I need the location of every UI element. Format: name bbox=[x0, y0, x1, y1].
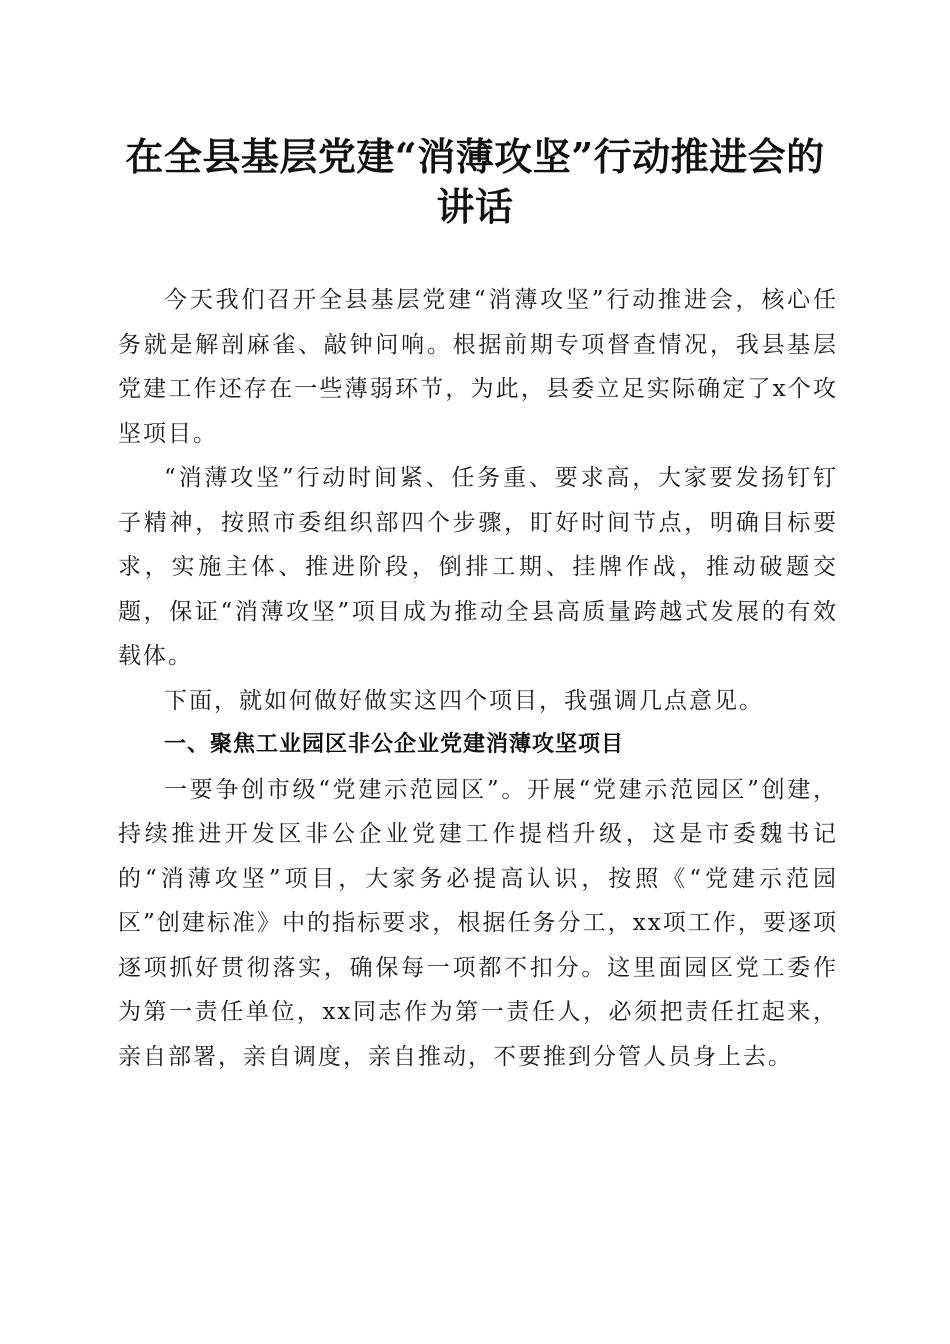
paragraph-section-one: 一要争创市级“党建示范园区”。开展“党建示范园区”创建，持续推进开发区非公企业党建工作提档升级，这是市委魏书记的“消薄攻坚”项目，大家务必提高认识，按照《“党建示范园区”创建标准》中的指标要求，根据任务分工，xx项工作，要逐项逐项抓好贯彻落实，确保每一项都不扣分。这里面园区党工委作为第一责任单位，xx同志作为第一责任人，必须把责任扛起来，亲自部署，亲自调度，亲自推动，不要推到分管人员身上去。 bbox=[118, 776, 838, 1070]
paragraph-transition: 下面，就如何做好做实这四个项目，我强调几点意见。 bbox=[164, 687, 764, 714]
paragraph-requirements: “消薄攻坚”行动时间紧、任务重、要求高，大家要发扬钉钉子精神，按照市委组织部四个步骤，盯好时间节点，明确目标要求，实施主体、推进阶段，倒排工期、挂牌作战，推动破题交题，保证“消薄攻坚”项目成为推动全县高质量跨越式发展的有效载体。 bbox=[118, 465, 838, 669]
section-heading: 一、聚焦工业园区非公企业党建消薄攻坚项目 bbox=[164, 732, 625, 757]
document-body bbox=[118, 278, 838, 1079]
document-title: 在全县基层党建“消薄攻坚”行动推进会的讲话 bbox=[125, 134, 825, 229]
paragraph-intro: 今天我们召开全县基层党建“消薄攻坚”行动推进会，核心任务就是解剖麻雀、敲钟问响。根据前期专项督查情况，我县基层党建工作还存在一些薄弱环节，为此，县委立足实际确定了x个攻坚项目。 bbox=[118, 287, 838, 447]
